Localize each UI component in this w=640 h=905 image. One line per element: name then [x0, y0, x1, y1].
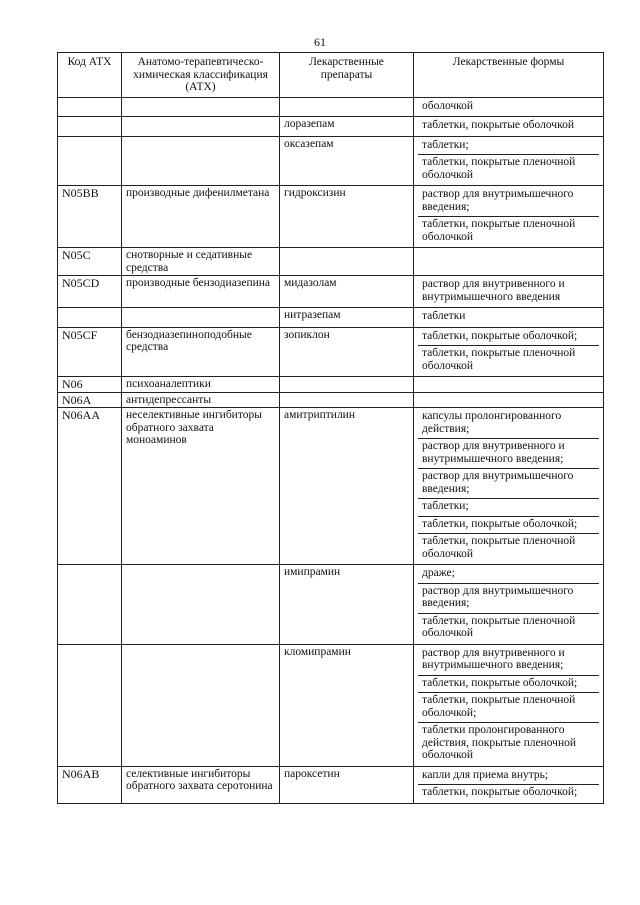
cell-classification [122, 644, 280, 766]
cell-forms [414, 117, 604, 137]
form-item: драже; [422, 567, 455, 579]
cell-code [58, 644, 122, 766]
cell-classification: производные бензодиазепина [122, 276, 280, 308]
form-item: таблетки, покрытые пленочной оболочкой [418, 154, 599, 184]
form-item: раствор для внутримышечного введения; [422, 188, 574, 213]
form-item: раствор для внутривенного и внутримышечного введения; [422, 646, 565, 671]
table-row [58, 186, 604, 248]
atx-table [57, 52, 604, 804]
cell-code: N05CD [58, 276, 122, 308]
table-row [58, 327, 604, 377]
cell-classification [122, 136, 280, 186]
cell-code: N06AA [58, 408, 122, 565]
form-item: таблетки, покрытые оболочкой [422, 119, 574, 131]
form-item: таблетки; [422, 138, 469, 151]
cell-forms [414, 308, 604, 328]
cell-forms [414, 327, 604, 377]
cell-forms [414, 766, 604, 803]
cell-forms [414, 248, 604, 276]
cell-drug: пароксетин [280, 766, 414, 803]
cell-drug: гидроксизин [280, 186, 414, 248]
table-row [58, 377, 604, 393]
cell-forms [414, 565, 604, 645]
form-item: раствор для внутривенного и внутримышечного введения; [418, 438, 599, 468]
table-row [58, 136, 604, 186]
page-number: 61 [314, 35, 326, 49]
form-item: таблетки; [418, 498, 599, 516]
table-row [58, 308, 604, 328]
form-item: таблетки, покрытые оболочкой; [422, 329, 578, 342]
cell-drug: имипрамин [280, 565, 414, 645]
table-row [58, 392, 604, 408]
form-item: капли для приема внутрь; [422, 768, 549, 781]
cell-code: N05CF [58, 327, 122, 377]
cell-classification: неселективные ингибиторы обратного захвата моноаминов [122, 408, 280, 565]
cell-classification: производные дифенилметана [122, 186, 280, 248]
table-body [58, 97, 604, 803]
form-item: раствор для внутривенного и внутримышечного введения [422, 278, 565, 303]
header-drugs: Лекарственные препараты [280, 53, 414, 98]
cell-forms [414, 276, 604, 308]
form-item: оболочкой [422, 99, 474, 112]
table-row [58, 248, 604, 276]
cell-drug: кломипрамин [280, 644, 414, 766]
form-item: таблетки, покрытые оболочкой; [418, 784, 599, 802]
header-classification: Анатомо-терапевтическо-химическая классификация (АТХ) [122, 53, 280, 98]
form-item: капсулы пролонгированного действия; [422, 410, 562, 435]
form-item: таблетки, покрытые пленочной оболочкой [418, 613, 599, 643]
cell-classification: селективные ингибиторы обратного захвата серотонина [122, 766, 280, 803]
cell-drug: лоразепам [280, 117, 414, 137]
form-item: таблетки, покрытые оболочкой; [418, 675, 599, 693]
cell-forms [414, 136, 604, 186]
cell-code [58, 117, 122, 137]
cell-forms [414, 186, 604, 248]
form-item: раствор для внутримышечного введения; [418, 583, 599, 613]
cell-drug [280, 392, 414, 408]
cell-code: N05BB [58, 186, 122, 248]
cell-classification [122, 117, 280, 137]
cell-classification: бензодиазепиноподобные средства [122, 327, 280, 377]
cell-drug: амитриптилин [280, 408, 414, 565]
cell-drug [280, 248, 414, 276]
cell-drug [280, 97, 414, 117]
cell-code: N06AB [58, 766, 122, 803]
cell-code [58, 97, 122, 117]
form-item: таблетки пролонгированного действия, покрытые пленочной оболочкой [418, 722, 599, 765]
cell-forms [414, 97, 604, 117]
table-row [58, 117, 604, 137]
cell-code: N06A [58, 392, 122, 408]
form-item: таблетки, покрытые оболочкой; [418, 516, 599, 534]
table-row [58, 644, 604, 766]
cell-classification: психоаналептики [122, 377, 280, 393]
header-forms: Лекарственные формы [414, 53, 604, 98]
table-header-row [58, 53, 604, 98]
form-item: таблетки, покрытые пленочной оболочкой [418, 216, 599, 246]
cell-drug: зопиклон [280, 327, 414, 377]
cell-classification [122, 97, 280, 117]
cell-classification [122, 565, 280, 645]
table-row [58, 408, 604, 565]
cell-forms [414, 644, 604, 766]
table-row [58, 565, 604, 645]
cell-classification: антидепрессанты [122, 392, 280, 408]
cell-code: N05C [58, 248, 122, 276]
cell-classification [122, 308, 280, 328]
cell-code [58, 136, 122, 186]
cell-drug: нитразепам [280, 308, 414, 328]
header-code: Код АТХ [58, 53, 122, 98]
form-item: раствор для внутримышечного введения; [418, 468, 599, 498]
form-item: таблетки, покрытые пленочной оболочкой [418, 533, 599, 563]
cell-drug: оксазепам [280, 136, 414, 186]
cell-code [58, 565, 122, 645]
cell-classification: снотворные и седативные средства [122, 248, 280, 276]
cell-forms [414, 392, 604, 408]
table-row [58, 276, 604, 308]
cell-drug [280, 377, 414, 393]
form-item: таблетки, покрытые пленочной оболочкой [418, 345, 599, 375]
table-row [58, 97, 604, 117]
cell-code [58, 308, 122, 328]
cell-drug: мидазолам [280, 276, 414, 308]
cell-forms [414, 408, 604, 565]
cell-code: N06 [58, 377, 122, 393]
form-item: таблетки, покрытые пленочной оболочкой; [418, 692, 599, 722]
cell-forms [414, 377, 604, 393]
form-item: таблетки [422, 310, 466, 322]
table-row [58, 766, 604, 803]
